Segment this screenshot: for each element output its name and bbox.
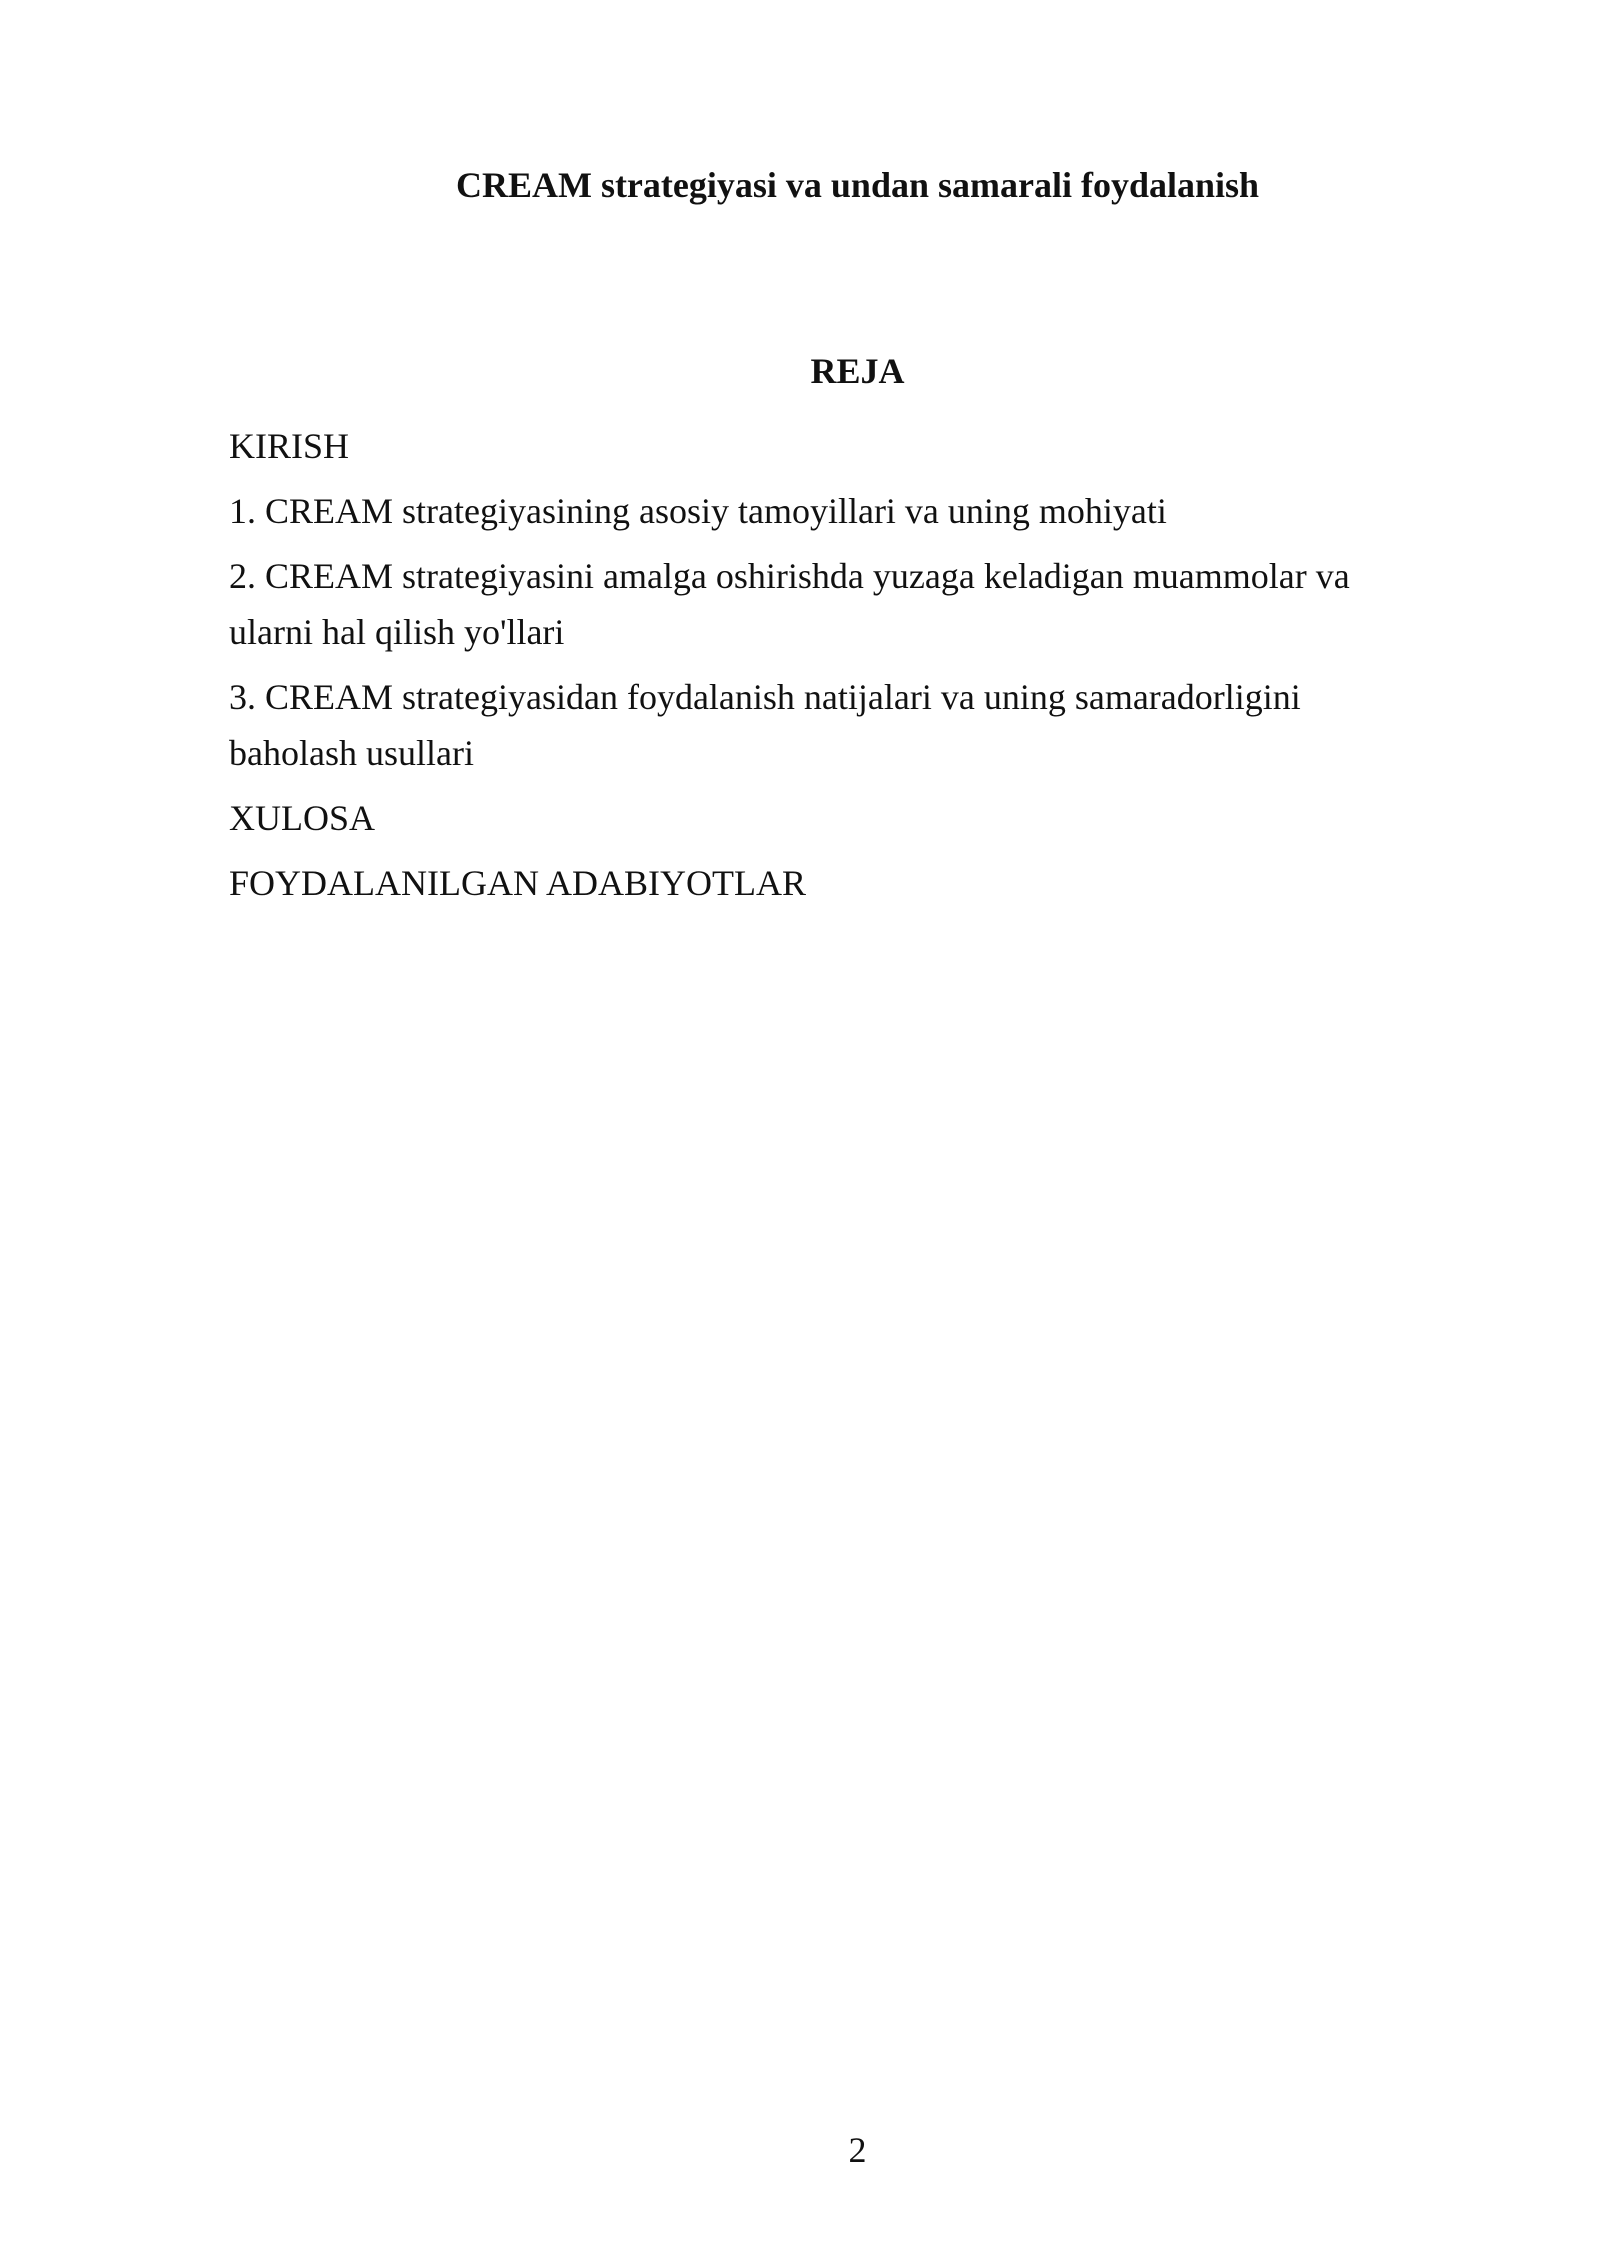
plan-item-section-1: 1. CREAM strategiyasining asosiy tamoyillari va uning mohiyati (229, 491, 1167, 531)
plan-heading: REJA (810, 351, 905, 391)
plan-item-conclusion: XULOSA (229, 798, 376, 838)
plan-item-section-3: 3. CREAM strategiyasidan foydalanish natijalari va uning samaradorligini baholash usullari (229, 677, 1301, 773)
page-number: 2 (848, 2130, 867, 2170)
plan-list (229, 418, 1419, 920)
plan-item-references: FOYDALANILGAN ADABIYOTLAR (229, 863, 806, 903)
plan-item-section-2: 2. CREAM strategiyasini amalga oshirishda yuzaga keladigan muammolar va ularni hal qilish yo'llari (229, 556, 1350, 652)
document-title: CREAM strategiyasi va undan samarali foydalanish (455, 165, 1260, 205)
plan-item-introduction: KIRISH (229, 426, 350, 466)
